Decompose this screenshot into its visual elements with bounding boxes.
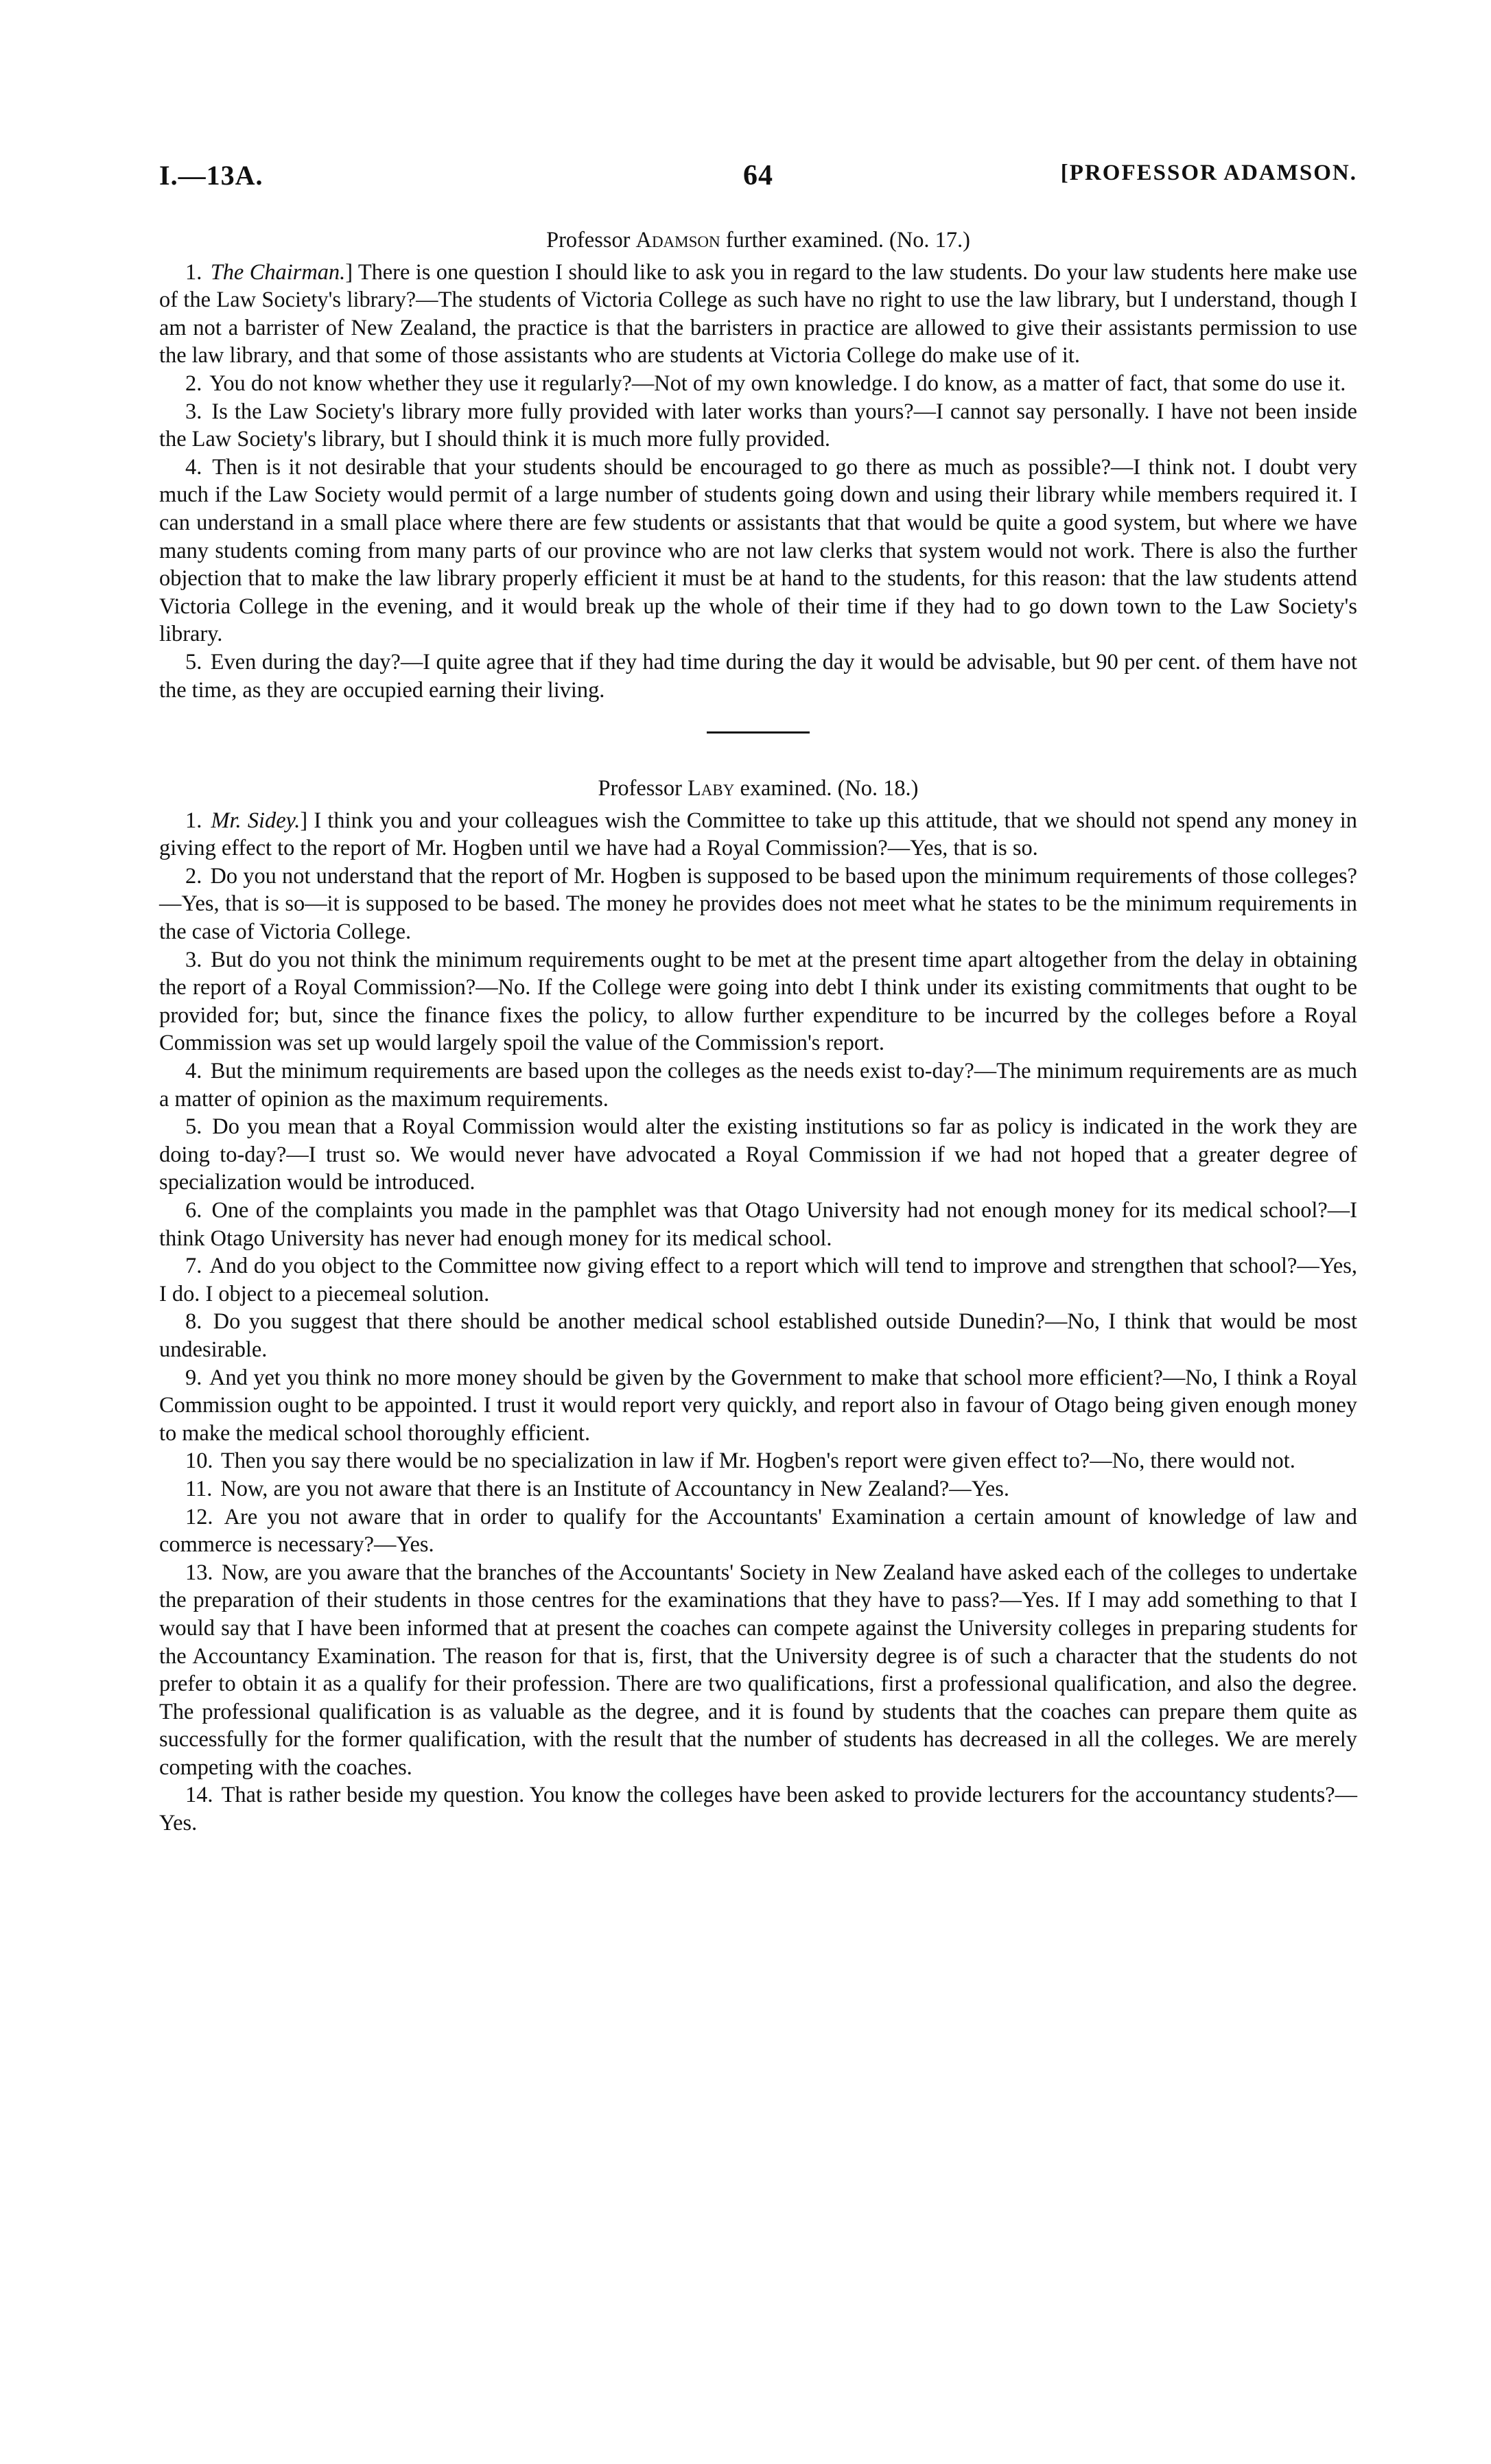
- question-paragraph: [159, 1781, 1357, 1837]
- question-number: 14.: [185, 1783, 213, 1808]
- question-number: 13.: [185, 1560, 213, 1585]
- question-text: Do you mean that a Royal Commission would alter the existing institutions so far as policy is indicated in the work they are doing to-day?—I trust so. We would never have advocated a Royal Commission if we had not hoped that a greater degree of specialization would be introduced.: [159, 1114, 1357, 1195]
- question-number: 7.: [185, 1254, 202, 1279]
- question-text: That is rather beside my question. You know the colleges have been asked to provide lecturers for the accountancy students?—Yes.: [159, 1783, 1358, 1836]
- question-paragraph: [159, 1559, 1357, 1782]
- document-reference: I.—13A.: [159, 160, 263, 191]
- question-number: 10.: [185, 1448, 213, 1474]
- question-paragraph: [159, 398, 1357, 454]
- question-text: Then is it not desirable that your students should be encouraged to go there as much as possible?—I think not. I doubt very much if the Law Society would permit of a large number of students going down and using their library while members required it. I can understand in a small place where there are few students or assistants that that would be quite a good system, but where we have many students coming from many parts of our province who are not law clerks that system would not work. There is also the further objection that to make the law library properly efficient it must be at hand to the students, for this reason: that the law students attend Victoria College in the evening, and it would break up the whole of their time if they had to go down town to the Law Society's library.: [159, 454, 1357, 647]
- question-text: Do you suggest that there should be another medical school established outside Dunedin?—No, I think that would be most undesirable.: [159, 1309, 1357, 1362]
- question-number: 9.: [185, 1365, 202, 1390]
- page-header: [159, 159, 1357, 200]
- witness-name: Adamson: [635, 228, 720, 253]
- speaker-name: Mr. Sidey.: [211, 808, 301, 833]
- question-paragraph: [159, 259, 1357, 370]
- section-divider: [707, 731, 810, 734]
- testimony-section: [159, 226, 1357, 704]
- sections-container: [159, 226, 1357, 1838]
- document-body: [159, 226, 1357, 1838]
- page-number: 64: [743, 160, 773, 191]
- question-number: 4.: [185, 1059, 202, 1084]
- question-paragraph: [159, 946, 1357, 1057]
- question-paragraph: [159, 1252, 1357, 1308]
- question-paragraph: [159, 1057, 1357, 1113]
- question-number: 11.: [185, 1476, 213, 1501]
- question-text: Now, are you not aware that there is an Institute of Accountancy in New Zealand?—Yes.: [220, 1476, 1009, 1501]
- question-paragraph: [159, 807, 1357, 863]
- title-prefix: Professor: [598, 776, 682, 801]
- running-head: [PROFESSOR ADAMSON.: [1060, 161, 1357, 185]
- question-number: 1.: [185, 259, 202, 285]
- question-number: 2.: [185, 863, 202, 889]
- question-text: ] There is one question I should like to ask you in regard to the law students. Do your law students here make use of the Law Society's library?—The students of Victoria College as such have no right to use the law library, but I understand, though I am not a barrister of New Zealand, the practice is that the barristers in practice are allowed to give their assistants permission to use the law library, and that some of those assistants who are students at Victoria College do make use of it.: [159, 259, 1357, 368]
- question-number: 2.: [185, 371, 202, 396]
- question-number: 12.: [185, 1504, 213, 1529]
- question-text: You do not know whether they use it regularly?—Not of my own knowledge. I do know, as a matter of fact, that some do use it.: [209, 371, 1346, 396]
- question-text: One of the complaints you made in the pamphlet was that Otago University had not enough money for its medical school?—I think Otago University has never had enough money for its medical school.: [159, 1198, 1357, 1251]
- question-paragraph: [159, 863, 1357, 946]
- section-title: [159, 226, 1357, 255]
- speaker-name: The Chairman.: [210, 259, 346, 285]
- question-text: Then you say there would be no specialization in law if Mr. Hogben's report were given effect to?—No, there would not.: [221, 1448, 1295, 1474]
- question-number: 8.: [185, 1309, 202, 1335]
- question-text: Even during the day?—I quite agree that if they had time during the day it would be advisable, but 90 per cent. of them have not the time, as they are occupied earning their living.: [159, 649, 1357, 703]
- question-paragraph: [159, 1475, 1357, 1503]
- question-paragraph: [159, 1503, 1357, 1559]
- question-number: 1.: [185, 808, 202, 833]
- question-text: Do you not understand that the report of Mr. Hogben is supposed to be based upon the minimum requirements of those colleges?—Yes, that is so—it is supposed to be based. The money he provides does not meet what he states to be the minimum requirements in the case of Victoria College.: [159, 863, 1357, 945]
- question-text: Now, are you aware that the branches of the Accountants' Society in New Zealand have asked each of the colleges to undertake the preparation of their students in those centres for the examinations that they have to pass?—Yes. If I may add something to that I would say that I have been informed that at present the coaches can compete against the University colleges in preparing students for the Accountancy Examination. The reason for that is, first, that the University degree is of such a character that the students do not prefer to obtain it as a qualify for their profession. There are two qualifications, first a professional qualification, and also the degree. The professional qualification is as valuable as the degree, and it is found by students that the coaches can prepare them quite as successfully for the former qualification, with the result that the number of students has decreased in all the colleges. We are merely competing with the coaches.: [159, 1560, 1357, 1780]
- question-text: ] I think you and your colleagues wish the Committee to take up this attitude, that we should not spend any money in giving effect to the report of Mr. Hogben until we have had a Royal Commission?—Yes, that is so.: [159, 808, 1357, 861]
- question-paragraph: [159, 648, 1357, 704]
- title-suffix: examined. (No. 18.): [740, 776, 919, 801]
- question-text: But do you not think the minimum requirements ought to be met at the present time apart altogether from the delay in obtaining the report of a Royal Commission?—No. If the College were going into debt I think under its existing commitments that ought to be provided for; but, since the finance fixes the policy, to allow further expenditure to be incurred by the colleges before a Royal Commission was set up would largely spoil the value of the Commission's report.: [159, 947, 1357, 1056]
- question-paragraph: [159, 1308, 1357, 1363]
- question-paragraph: [159, 1364, 1357, 1448]
- testimony-section: [159, 775, 1357, 1838]
- question-number: 6.: [185, 1198, 202, 1223]
- question-paragraph: [159, 1113, 1357, 1197]
- title-suffix: further examined. (No. 17.): [725, 228, 970, 253]
- question-number: 3.: [185, 399, 202, 424]
- question-text: Is the Law Society's library more fully provided with later works than yours?—I cannot say personally. I have not been inside the Law Society's library, but I should think it is much more fully provided.: [159, 399, 1357, 452]
- question-number: 5.: [185, 649, 202, 674]
- question-paragraph: [159, 454, 1357, 648]
- question-text: But the minimum requirements are based upon the colleges as the needs exist to-day?—The minimum requirements are as much a matter of opinion as the maximum requirements.: [159, 1059, 1357, 1112]
- question-paragraph: [159, 370, 1357, 398]
- question-paragraph: [159, 1197, 1357, 1252]
- question-number: 3.: [185, 947, 202, 972]
- question-number: 4.: [185, 454, 202, 480]
- question-text: And do you object to the Committee now giving effect to a report which will tend to improve and strengthen that school?—Yes, I do. I object to a piecemeal solution.: [159, 1254, 1357, 1306]
- section-title: [159, 775, 1357, 803]
- witness-name: Laby: [688, 776, 735, 801]
- question-number: 5.: [185, 1114, 202, 1140]
- question-text: Are you not aware that in order to qualify for the Accountants' Examination a certain amount of knowledge of law and commerce is necessary?—Yes.: [159, 1504, 1358, 1558]
- question-text: And yet you think no more money should be given by the Government to make that school more efficient?—No, I think a Royal Commission ought to be appointed. I trust it would report very quickly, and report also in favour of Otago being given enough money to make the medical school thoroughly efficient.: [159, 1365, 1357, 1446]
- question-paragraph: [159, 1447, 1357, 1475]
- title-prefix: Professor: [546, 228, 631, 253]
